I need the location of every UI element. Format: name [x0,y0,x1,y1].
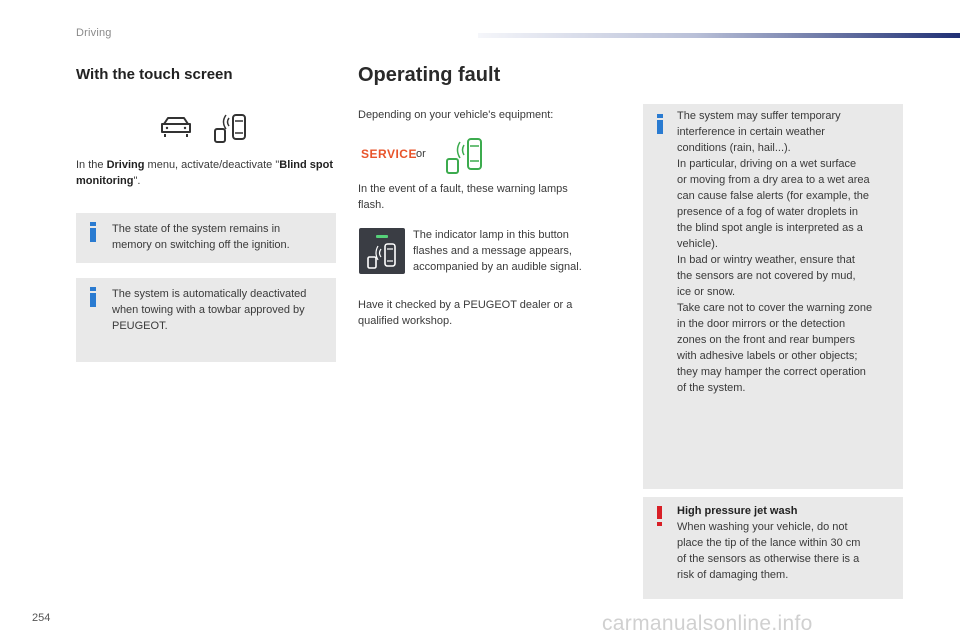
page-number: 254 [32,612,51,624]
indicator-lamp-text [413,227,613,275]
interference-line: In bad or wintry weather, ensure that [677,254,855,266]
interference-line: conditions (rain, hail...). [677,142,791,154]
towing-line: when towing with a towbar approved by [112,304,305,316]
dealer-line: qualified workshop. [358,315,453,327]
interference-line: interference in certain weather [677,126,825,138]
blind-spot-icon [212,110,248,144]
jet-wash-line: place the tip of the lance within 30 cm [677,537,861,549]
interference-line: Take care not to cover the warning zone [677,302,873,314]
interference-line: can cause false alerts (for example, the [677,190,869,202]
car-icon [158,116,194,138]
jet-wash-note-text [677,503,901,583]
memory-note-box [76,213,336,263]
dealer-text [358,297,608,329]
interference-line: presence of a fog of water droplets in [677,206,858,218]
info-icon [90,228,96,242]
lamps-line: In the event of a fault, these warning lamps [358,183,568,195]
service-warning-lamp: SERVICE [361,147,417,161]
watermark: carmanualsonline.info [602,612,813,635]
indicator-led [376,235,388,238]
section-label: Driving [76,27,112,39]
indicator-line: flashes and a message appears, [413,245,572,257]
warning-icon [657,506,662,519]
blind-spot-icon [366,242,398,270]
towing-note-text [112,286,334,334]
touch-screen-heading: With the touch screen [76,66,233,83]
instr-prefix: In the [76,159,107,171]
dealer-line: Have it checked by a PEUGEOT dealer or a [358,299,573,311]
info-icon [90,293,96,307]
driving-menu-label: Driving [106,159,145,171]
interference-line: ice or snow. [677,286,736,298]
memory-note-text [112,221,334,253]
info-icon [657,120,663,134]
blind-spot-feature-label: Blind spot monitoring [76,159,334,187]
jet-wash-line: risk of damaging them. [677,569,789,581]
touch-instruction [76,157,341,189]
interference-line: In particular, driving on a wet surface [677,158,857,170]
memory-line: memory on switching off the ignition. [112,239,290,251]
blind-spot-warning-lamp-icon [444,136,484,176]
interference-line: The system may suffer temporary [677,110,841,122]
warning-lamps-text [358,181,603,213]
interference-line: vehicle). [677,238,718,250]
indicator-line: The indicator lamp in this button [413,229,569,241]
interference-line: of the system. [677,382,746,394]
memory-line: The state of the system remains in [112,223,281,235]
interference-line: they may hamper the correct operation [677,366,866,378]
jet-wash-note-box [643,497,903,599]
interference-line: the blind spot angle is interpreted as a [677,222,863,234]
instr-mid: menu, activate/deactivate " [144,159,280,171]
operating-fault-heading: Operating fault [358,64,501,86]
blind-spot-button-icon [359,228,405,274]
jet-wash-title: High pressure jet wash [677,505,798,517]
instr-suffix: ". [133,175,141,187]
interference-line: or moving from a dry area to a wet area [677,174,870,186]
towing-note-box [76,278,336,362]
interference-note-box [643,104,903,489]
interference-line: the sensors are not covered by mud, [677,270,856,282]
indicator-line: accompanied by an audible signal. [413,261,582,273]
equipment-text: Depending on your vehicle's equipment: [358,109,554,121]
interference-line: in the door mirrors or the detection [677,318,846,330]
towing-line: PEUGEOT. [112,320,168,332]
jet-wash-line: of the sensors as otherwise there is a [677,553,860,565]
interference-note-text [677,108,901,396]
jet-wash-line: When washing your vehicle, do not [677,521,848,533]
lamps-line: flash. [358,199,385,211]
towing-line: The system is automatically deactivated [112,288,307,300]
interference-line: with adhesive labels or other objects; [677,350,858,362]
interference-line: zones on the front and rear bumpers [677,334,855,346]
or-text: or [416,148,426,160]
header-gradient-bar [478,33,960,38]
